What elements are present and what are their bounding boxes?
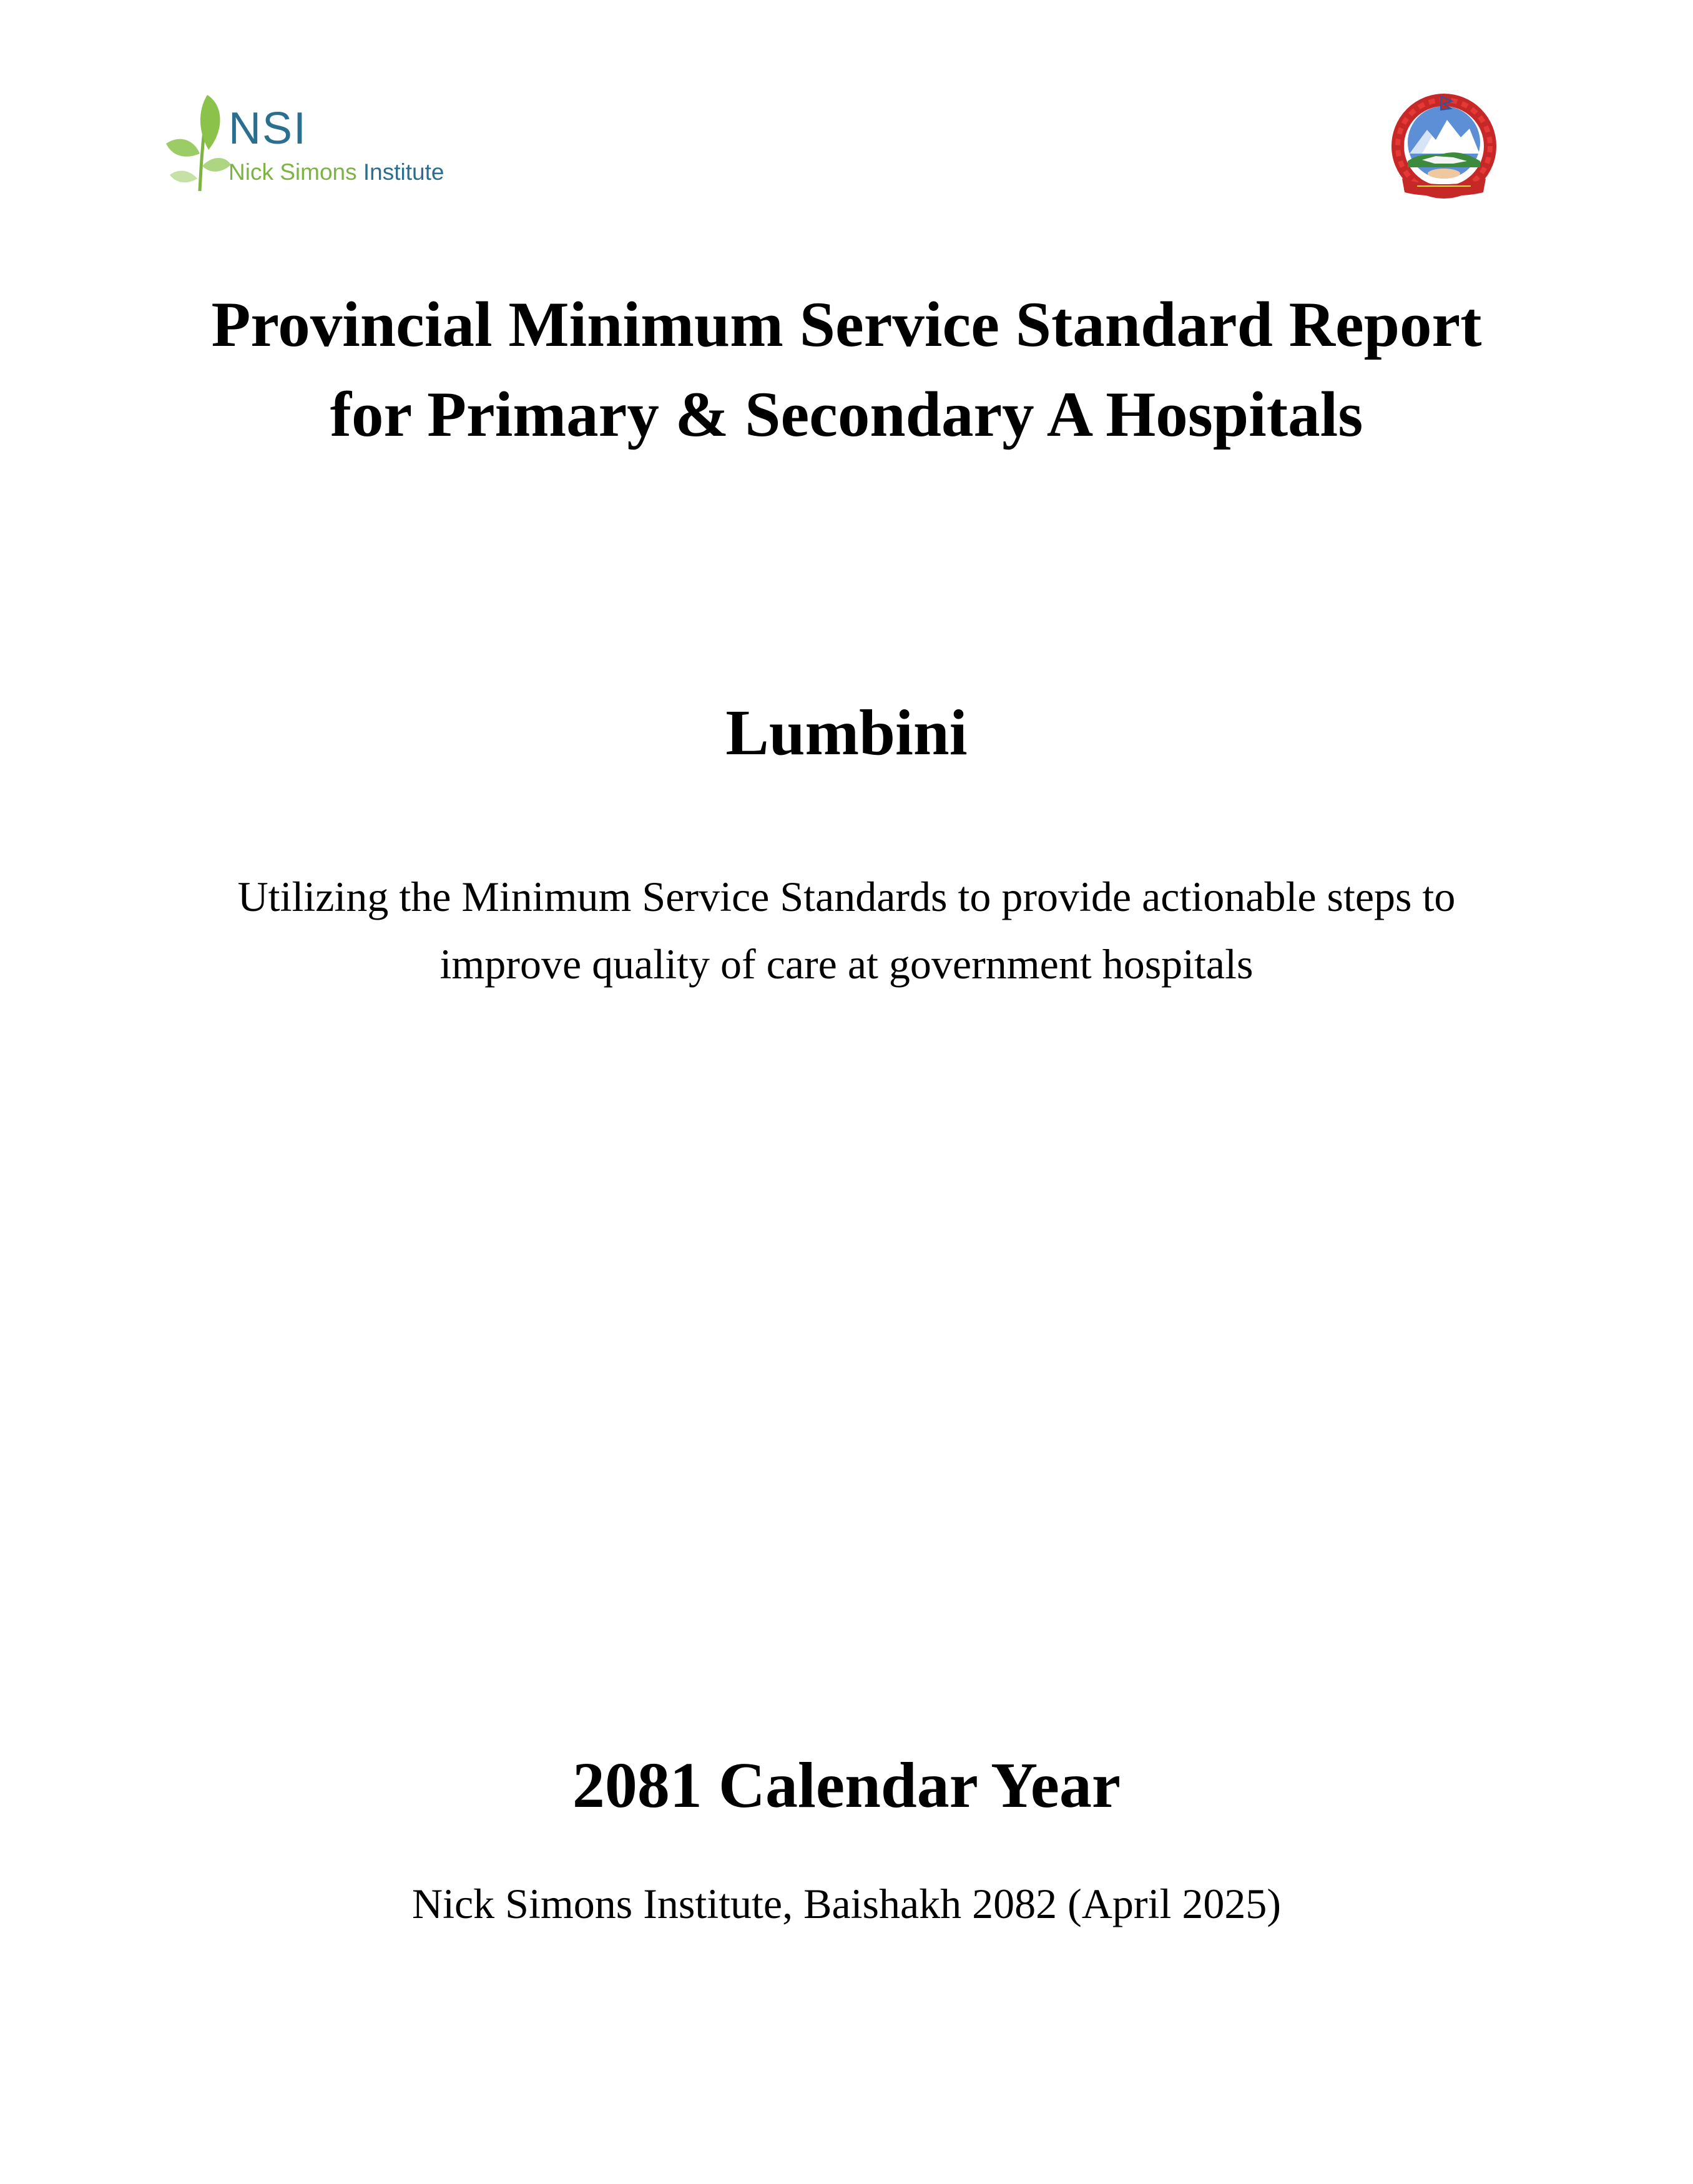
tagline-line2: improve quality of care at government hospitals: [439, 940, 1254, 988]
nsi-name-part1: Nick Simons: [228, 159, 357, 185]
tagline-line1: Utilizing the Minimum Service Standards to provide actionable steps to: [237, 873, 1456, 920]
report-title-line1: Provincial Minimum Service Standard Report: [211, 289, 1482, 360]
report-tagline: [0, 863, 1693, 998]
province-name: Lumbini: [725, 697, 968, 769]
nsi-abbreviation: NSI: [228, 104, 308, 154]
nsi-name-part2: Institute: [363, 159, 444, 185]
report-title: [0, 280, 1693, 460]
leaf-icon: [164, 92, 232, 192]
report-title-line2: for Primary & Secondary A Hospitals: [330, 379, 1363, 450]
nsi-logo: [164, 92, 463, 192]
calendar-year: 2081 Calendar Year: [572, 1749, 1121, 1821]
publisher-date: Nick Simons Institute, Baishakh 2082 (April 2025): [411, 1880, 1281, 1927]
nsi-full-name: [228, 160, 444, 185]
nepal-government-emblem-icon: [1378, 91, 1509, 200]
